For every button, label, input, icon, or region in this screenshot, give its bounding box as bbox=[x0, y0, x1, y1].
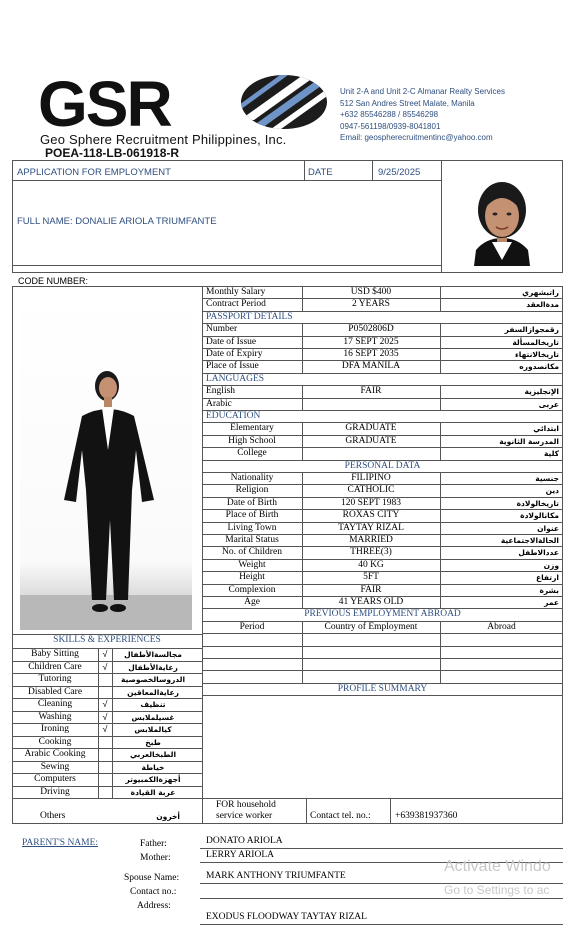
contact-tel-value: +639381937360 bbox=[395, 811, 458, 821]
field-value: USD $400 bbox=[350, 287, 392, 297]
field-label: Complexion bbox=[228, 584, 276, 595]
field-label: Monthly Salary bbox=[206, 287, 266, 297]
section-heading: EDUCATION bbox=[206, 411, 261, 421]
field-value: MARRIED bbox=[349, 535, 393, 545]
divider bbox=[202, 398, 563, 399]
field-value: ROXAS CITY bbox=[342, 510, 400, 521]
skill-arabic: طبخ bbox=[145, 737, 161, 747]
field-arabic: الإنجليزية bbox=[524, 387, 559, 397]
skill-arabic: خياطة bbox=[141, 762, 165, 772]
applicant-full-body-photo bbox=[20, 290, 192, 630]
field-value: FAIR bbox=[360, 584, 382, 595]
field-label: Date of Issue bbox=[206, 336, 257, 347]
field-label: English bbox=[206, 386, 236, 397]
logo-text: GSR bbox=[38, 68, 171, 140]
skill-label: Baby Sitting bbox=[31, 649, 79, 659]
field-arabic: تاريخالانتهاء bbox=[514, 350, 559, 359]
divider bbox=[202, 646, 563, 647]
field-value: GRADUATE bbox=[345, 435, 397, 446]
employment-column-header: Abroad bbox=[487, 621, 516, 632]
section-heading: PREVIOUS EMPLOYMENT ABROAD bbox=[304, 609, 461, 620]
skill-check-mark: √ bbox=[102, 724, 108, 734]
skill-label: Tutoring bbox=[38, 674, 72, 684]
field-arabic: ارتفاع bbox=[535, 573, 559, 583]
field-value: GRADUATE bbox=[345, 423, 397, 434]
field-label: Contract Period bbox=[206, 299, 266, 310]
divider bbox=[302, 621, 303, 683]
applicant-headshot bbox=[446, 180, 558, 266]
field-value: 16 SEPT 2035 bbox=[343, 349, 399, 359]
company-address bbox=[340, 86, 505, 144]
field-value: P0502806D bbox=[348, 324, 394, 335]
field-arabic: بشرة bbox=[539, 585, 559, 595]
field-label: Nationality bbox=[230, 473, 274, 483]
field-arabic: ابتدائي bbox=[533, 424, 559, 434]
application-title: APPLICATION FOR EMPLOYMENT bbox=[17, 167, 171, 178]
divider bbox=[200, 848, 563, 849]
divider bbox=[112, 648, 113, 798]
field-arabic: وزن bbox=[543, 560, 559, 570]
spouse-label: Spouse Name: bbox=[124, 873, 180, 883]
skill-label: Disabled Care bbox=[27, 686, 83, 697]
activation-watermark-line2: Go to Settings to ac bbox=[444, 883, 550, 897]
field-arabic: مكانالولادة bbox=[520, 511, 559, 521]
skill-label: Washing bbox=[38, 711, 72, 722]
profile-summary-heading: PROFILE SUMMARY bbox=[337, 683, 428, 694]
parents-heading: PARENT'S NAME: bbox=[22, 838, 99, 848]
field-arabic: تاريخالمسألة bbox=[512, 337, 559, 347]
activation-watermark-line1: Activate Windo bbox=[444, 858, 551, 875]
divider bbox=[304, 160, 305, 181]
address-line: 512 San Andres Street Malate, Manila bbox=[340, 98, 475, 108]
divider bbox=[302, 398, 303, 410]
field-arabic: عنوان bbox=[537, 523, 559, 533]
field-label: Elementary bbox=[230, 423, 274, 434]
skill-check-mark: √ bbox=[102, 661, 108, 672]
divider bbox=[202, 695, 563, 696]
contact-no-label: Contact no.: bbox=[130, 887, 177, 897]
skill-arabic: مجالسةالأطفال bbox=[124, 650, 182, 659]
divider bbox=[202, 633, 563, 634]
skill-arabic: تنظيف bbox=[140, 700, 166, 709]
company-name: Geo Sphere Recruitment Philippines, Inc. bbox=[40, 132, 287, 147]
field-value: DFA MANILA bbox=[341, 361, 401, 372]
others-arabic: أخرون bbox=[156, 812, 180, 821]
address-line: 0947-561198/0939-8041801 bbox=[340, 121, 441, 131]
field-label: Place of Birth bbox=[225, 510, 279, 521]
field-arabic: رقمجوازالسفر bbox=[504, 325, 559, 335]
skill-label: Cleaning bbox=[37, 699, 73, 709]
section-heading: PASSPORT DETAILS bbox=[206, 311, 293, 322]
skill-check-mark: √ bbox=[102, 711, 108, 722]
skill-label: Ironing bbox=[41, 724, 69, 734]
field-value: CATHOLIC bbox=[347, 485, 395, 496]
skill-check-mark: √ bbox=[102, 699, 108, 709]
field-label: Religion bbox=[235, 485, 269, 496]
field-value: TAYTAY RIZAL bbox=[338, 522, 404, 533]
field-label: Date of Birth bbox=[226, 497, 278, 508]
skill-arabic: الدروسالخصوصية bbox=[120, 675, 186, 684]
skills-heading: SKILLS & EXPERIENCES bbox=[53, 635, 161, 645]
divider bbox=[200, 898, 563, 899]
code-number-label: CODE NUMBER: bbox=[18, 276, 89, 286]
field-label: Number bbox=[206, 324, 238, 335]
mother-value: LERRY ARIOLA bbox=[206, 850, 274, 860]
divider bbox=[202, 658, 563, 659]
divider bbox=[306, 798, 307, 824]
field-value: 2 YEARS bbox=[352, 299, 390, 310]
field-arabic: جنسية bbox=[535, 474, 559, 483]
divider bbox=[441, 160, 442, 273]
father-value: DONATO ARIOLA bbox=[206, 836, 283, 846]
field-arabic: عمر bbox=[544, 598, 559, 607]
divider bbox=[390, 798, 391, 824]
field-value: 40 KG bbox=[358, 559, 384, 570]
headshot-image-icon bbox=[446, 180, 558, 266]
divider bbox=[302, 447, 303, 459]
divider bbox=[12, 798, 202, 799]
field-arabic: مكانصدوره bbox=[519, 362, 559, 372]
others-label: Others bbox=[40, 811, 66, 821]
address-line: Unit 2-A and Unit 2-C Almanar Realty Services bbox=[340, 87, 505, 96]
skill-arabic: الطبخالعربي bbox=[129, 750, 177, 759]
field-arabic: مدةالعقد bbox=[526, 300, 559, 310]
address-value: EXODUS FLOODWAY TAYTAY RIZAL bbox=[206, 912, 367, 922]
field-label: Arabic bbox=[206, 398, 232, 409]
skill-label: Driving bbox=[40, 786, 70, 797]
skill-arabic: عربة القيادة bbox=[130, 787, 176, 797]
skill-arabic: أجهزةالكمبيوتر bbox=[125, 775, 181, 784]
field-value: THREE(3) bbox=[350, 547, 392, 558]
mother-label: Mother: bbox=[140, 853, 171, 863]
full-name: FULL NAME: DONALIE ARIOLA TRIUMFANTE bbox=[17, 216, 217, 227]
contact-tel-label: Contact tel. no.: bbox=[310, 811, 371, 821]
address-label: Address: bbox=[137, 901, 171, 911]
divider bbox=[98, 648, 99, 798]
field-label: Place of Issue bbox=[206, 361, 259, 372]
field-arabic: الحالةالاجتماعية bbox=[500, 536, 559, 545]
father-label: Father: bbox=[140, 839, 167, 849]
field-arabic: راتبشهري bbox=[522, 288, 559, 297]
for-household-line1: FOR household bbox=[216, 800, 276, 810]
skill-arabic: رعايةالأطفال bbox=[128, 662, 178, 672]
address-line: Email: geospherecruitmentinc@yahoo.com bbox=[340, 133, 493, 142]
skill-arabic: غسيلملابس bbox=[131, 712, 175, 722]
date-value: 9/25/2025 bbox=[378, 167, 421, 178]
employment-column-header: Period bbox=[239, 621, 265, 632]
divider bbox=[440, 621, 441, 683]
field-value: FAIR bbox=[360, 386, 382, 397]
employment-column-header: Country of Employment bbox=[324, 621, 418, 632]
field-label: Date of Expiry bbox=[206, 349, 263, 359]
field-value: FILIPINO bbox=[351, 473, 391, 483]
field-label: Marital Status bbox=[225, 535, 279, 545]
field-label: Weight bbox=[238, 559, 266, 570]
field-arabic: المدرسة الثانوية bbox=[499, 436, 559, 446]
skill-arabic: كيالملابس bbox=[134, 725, 172, 734]
divider bbox=[200, 924, 563, 925]
skill-label: Sewing bbox=[40, 761, 70, 772]
field-label: College bbox=[237, 448, 267, 459]
full-body-image-icon bbox=[20, 290, 192, 630]
section-heading: LANGUAGES bbox=[206, 373, 265, 384]
field-label: High School bbox=[228, 435, 276, 446]
field-value: 17 SEPT 2025 bbox=[343, 336, 399, 347]
field-arabic: تاريخالولادة bbox=[516, 498, 559, 508]
date-label: DATE bbox=[308, 167, 333, 178]
divider bbox=[12, 180, 442, 181]
for-household-line2: service worker bbox=[216, 811, 273, 821]
skill-label: Cooking bbox=[38, 736, 72, 747]
spouse-value: MARK ANTHONY TRIUMFANTE bbox=[206, 871, 346, 881]
section-heading: PERSONAL DATA bbox=[344, 460, 421, 471]
field-label: Living Town bbox=[227, 522, 277, 533]
divider bbox=[12, 265, 442, 266]
skill-check-mark: √ bbox=[102, 649, 108, 659]
divider bbox=[202, 670, 563, 671]
field-value: 120 SEPT 1983 bbox=[340, 497, 401, 508]
field-arabic: كلية bbox=[543, 449, 559, 459]
skill-label: Children Care bbox=[28, 661, 82, 672]
field-label: Age bbox=[244, 597, 260, 607]
poea-license: POEA-118-LB-061918-R bbox=[45, 146, 180, 160]
field-value: 5FT bbox=[363, 572, 379, 583]
address-line: +632 85546288 / 85546298 bbox=[340, 110, 439, 119]
skill-label: Computers bbox=[34, 774, 76, 784]
divider bbox=[372, 160, 373, 181]
field-label: No. of Children bbox=[222, 547, 282, 558]
field-label: Height bbox=[239, 572, 265, 583]
field-arabic: عربى bbox=[538, 399, 559, 409]
field-value: 41 YEARS OLD bbox=[338, 597, 404, 607]
skill-arabic: رعايةالمعاقين bbox=[127, 687, 179, 697]
skill-label: Arabic Cooking bbox=[24, 749, 86, 759]
field-arabic: عددالاطفل bbox=[518, 548, 559, 558]
globe-logo-icon bbox=[240, 74, 328, 130]
field-arabic: دين bbox=[545, 486, 559, 496]
